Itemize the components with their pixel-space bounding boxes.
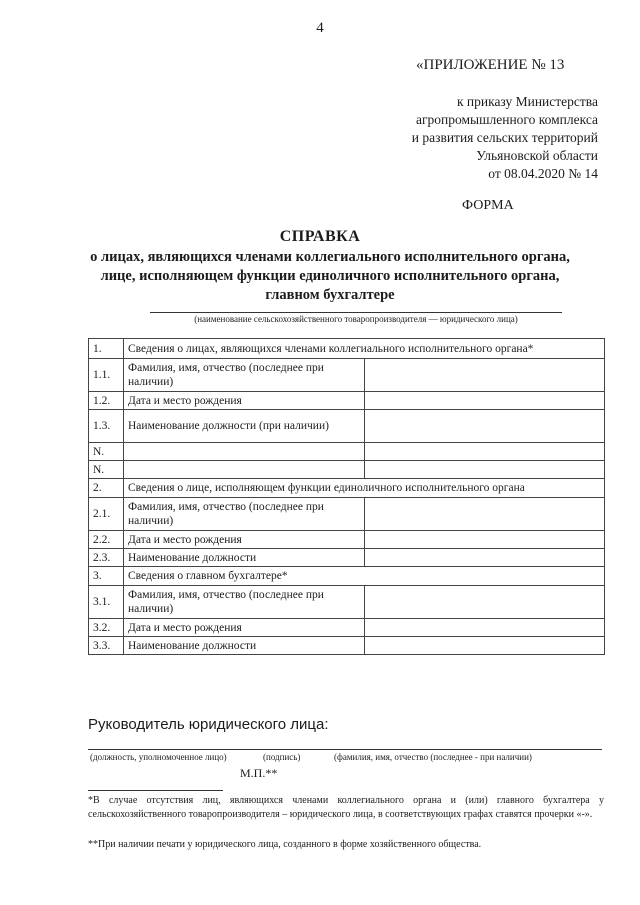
table-row	[89, 461, 605, 479]
order-line: к приказу Министерства	[456, 94, 598, 109]
subtitle-line: главном бухгалтере	[265, 287, 395, 303]
table-row	[89, 410, 605, 443]
table-row	[89, 392, 605, 410]
field-label: Фамилия, имя, отчество (последнее при наличии)	[124, 359, 365, 392]
subtitle-line: лице, исполняющем функции единоличного исполнительного органа,	[100, 268, 560, 284]
field-value[interactable]	[365, 586, 605, 619]
form-label: ФОРМА	[462, 198, 514, 213]
table-row	[89, 498, 605, 531]
table-row	[89, 443, 605, 461]
document-subtitle	[70, 248, 590, 305]
table-row	[89, 619, 605, 637]
section-heading: Сведения о главном бухгалтере*	[124, 567, 605, 586]
order-line: агропромышленного комплекса	[416, 112, 598, 127]
field-label: Дата и место рождения	[124, 531, 365, 549]
row-number: N.	[89, 461, 124, 479]
field-label: Наименование должности	[124, 549, 365, 567]
order-line: и развития сельских территорий	[411, 130, 598, 145]
page-number: 4	[316, 20, 324, 36]
table-row	[89, 637, 605, 655]
position-caption: (должность, уполномоченное лицо)	[90, 752, 227, 762]
row-number: 3.2.	[89, 619, 124, 637]
field-label: Дата и место рождения	[124, 392, 365, 410]
field-value[interactable]	[365, 359, 605, 392]
organization-name-caption: (наименование сельскохозяйственного товаропроизводителя — юридического лица)	[194, 314, 518, 324]
field-value[interactable]	[365, 498, 605, 531]
table-row	[89, 586, 605, 619]
stamp-mark: М.П.**	[240, 766, 278, 780]
appendix-label: «ПРИЛОЖЕНИЕ № 13	[416, 57, 565, 73]
field-value[interactable]	[365, 410, 605, 443]
row-number: 2.2.	[89, 531, 124, 549]
section-heading: Сведения о лице, исполняющем функции единоличного исполнительного органа	[124, 479, 605, 498]
field-label: Наименование должности	[124, 637, 365, 655]
field-label: Фамилия, имя, отчество (последнее при наличии)	[124, 498, 365, 531]
field-value[interactable]	[365, 549, 605, 567]
row-number: 2.	[89, 479, 124, 498]
row-number: 3.	[89, 567, 124, 586]
document-title: СПРАВКА	[279, 228, 361, 245]
order-line: от 08.04.2020 № 14	[488, 166, 598, 181]
field-value[interactable]	[365, 443, 605, 461]
order-reference	[340, 93, 598, 183]
field-label: Фамилия, имя, отчество (последнее при наличии)	[124, 586, 365, 619]
order-line: Ульяновской области	[476, 148, 598, 163]
table-row	[89, 567, 605, 586]
row-number: 1.2.	[89, 392, 124, 410]
table-row	[89, 531, 605, 549]
section-heading: Сведения о лицах, являющихся членами коллегиального исполнительного органа*	[124, 339, 605, 359]
field-label	[124, 443, 365, 461]
field-value[interactable]	[365, 619, 605, 637]
field-label: Дата и место рождения	[124, 619, 365, 637]
field-value[interactable]	[365, 461, 605, 479]
row-number: N.	[89, 443, 124, 461]
table-row	[89, 339, 605, 359]
signature-line	[88, 749, 602, 750]
footnote-divider	[88, 790, 223, 791]
row-number: 1.1.	[89, 359, 124, 392]
table-row	[89, 479, 605, 498]
row-number: 1.	[89, 339, 124, 359]
field-value[interactable]	[365, 531, 605, 549]
field-label	[124, 461, 365, 479]
field-label: Наименование должности (при наличии)	[124, 410, 365, 443]
footnote-2: **При наличии печати у юридического лица, созданного в форме хозяйственного общества.	[88, 839, 482, 850]
row-number: 2.3.	[89, 549, 124, 567]
row-number: 3.1.	[89, 586, 124, 619]
organization-name-line	[150, 312, 562, 313]
info-table	[88, 338, 605, 655]
footnote-1: *В случае отсутствия лиц, являющихся членами коллегиального органа и (или) главного бухгалтера у сельскохозяйственного товаропроизводителя – юридического лица, в соответствующих графах ставятся прочерки «-».	[88, 795, 604, 820]
signature-caption: (подпись)	[263, 752, 301, 762]
table-row	[89, 549, 605, 567]
signature-heading: Руководитель юридического лица:	[88, 716, 329, 733]
subtitle-line: о лицах, являющихся членами коллегиального исполнительного органа,	[90, 249, 570, 265]
name-caption: (фамилия, имя, отчество (последнее - при наличии)	[334, 752, 532, 762]
row-number: 1.3.	[89, 410, 124, 443]
field-value[interactable]	[365, 637, 605, 655]
field-value[interactable]	[365, 392, 605, 410]
row-number: 2.1.	[89, 498, 124, 531]
table-row	[89, 359, 605, 392]
row-number: 3.3.	[89, 637, 124, 655]
